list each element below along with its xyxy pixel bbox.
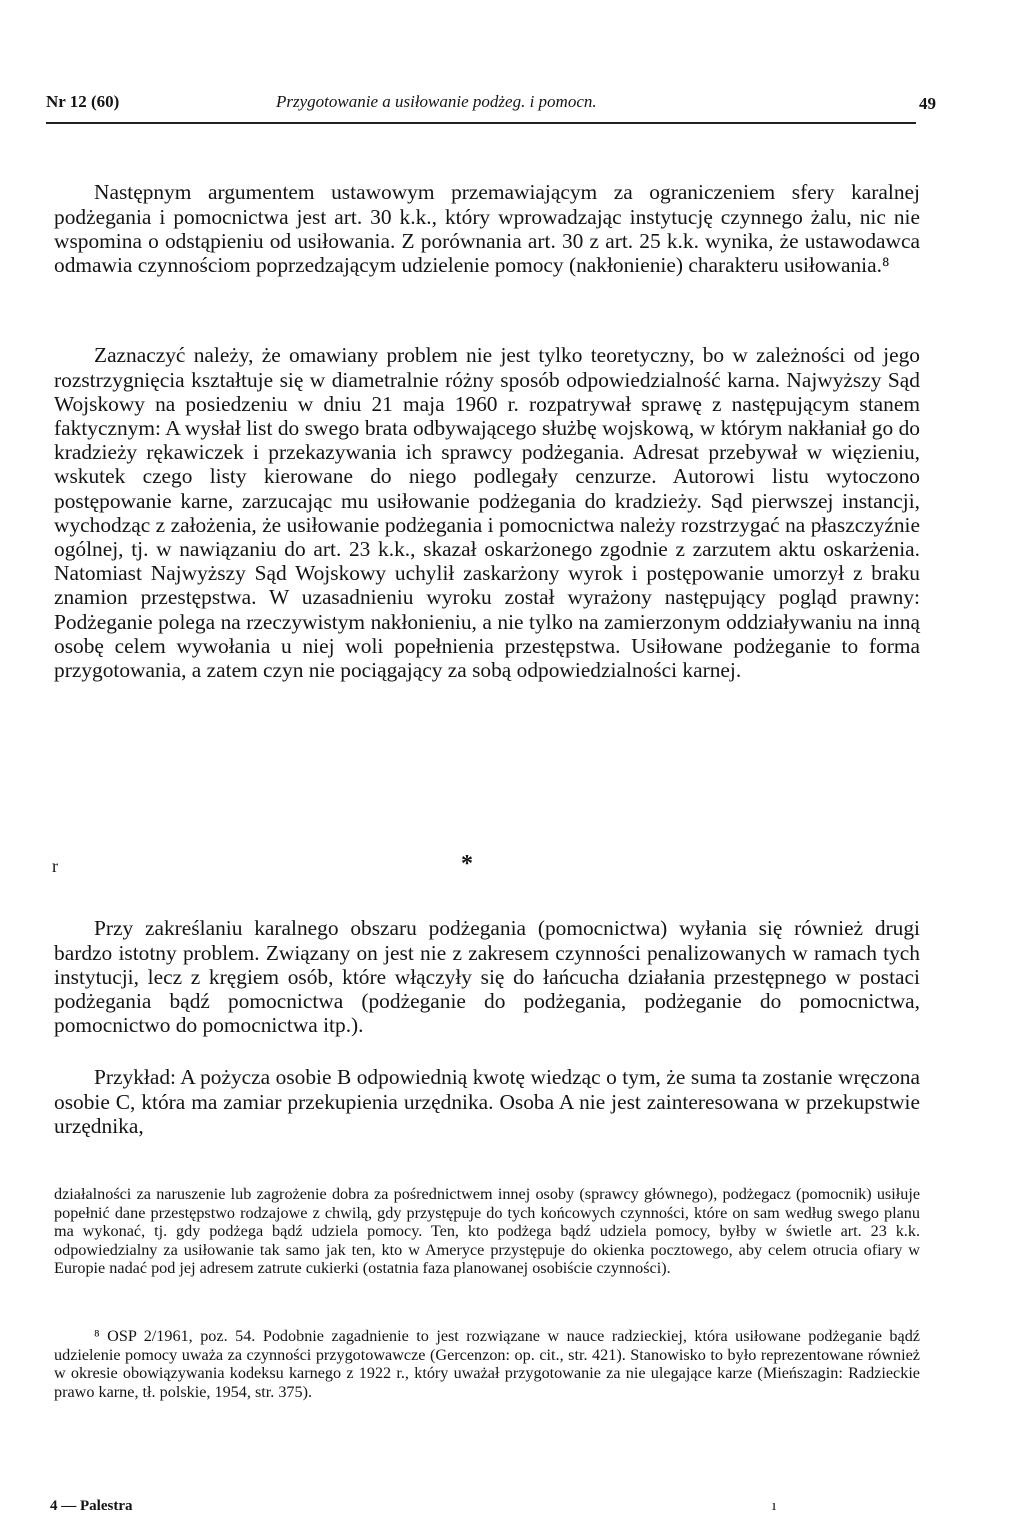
section-separator: * [461, 851, 473, 877]
page-number: 49 [919, 94, 936, 113]
footer-mark: ı [772, 1498, 777, 1514]
issue-number: Nr 12 (60) [46, 92, 120, 111]
margin-mark: r [52, 856, 58, 876]
paragraph-4: Przykład: A pożycza osobie B odpowiednią kwotę wiedząc o tym, że suma ta zostanie wręczona osobie C, która ma zamiar przekupienia urzędnika. Osoba A nie jest zainteresowana w przekupstwie urzędnika, [54, 1065, 920, 1138]
signature-mark: 4 — Palestra [50, 1498, 133, 1514]
running-header [46, 92, 936, 122]
paragraph-2: Zaznaczyć należy, że omawiany problem nie jest tylko teoretyczny, bo w zależności od jego rozstrzygnięcia kształtuje się w diametralnie różny sposób odpowiedzialność karna. Najwyższy Sąd Wojskowy na posiedzeniu w dniu 21 maja 1960 r. rozpatrywał sprawę z następującym stanem faktycznym: A wysłał list do swego brata odbywającego służbę wojskową, w którym nakłaniał go do kradzieży rękawiczek i przekazywania ich sprawcy podżegania. Adresat przebywał w więzieniu, wskutek czego listy kierowane do niego podlegały cenzurze. Autorowi listu wytoczono postępowanie karne, zarzucając mu usiłowanie podżegania do kradzieży. Sąd pierwszej instancji, wychodząc z założenia, że usiłowanie podżegania i pomocnictwa należy rozstrzygać na płaszczyźnie ogólnej, tj. w nawiązaniu do art. 23 k.k., skazał oskarżonego zgodnie z zarzutem aktu oskarżenia. Natomiast Najwyższy Sąd Wojskowy uchylił zaskarżony wyrok i postępowanie umorzył z braku znamion przestępstwa. W uzasadnieniu wyroku został wyrażony następujący pogląd prawny: Podżeganie polega na rzeczywistym nakłonieniu, a nie tylko na zamierzonym oddziaływaniu na inną osobę celem wywołania u niej woli popełnienia przestępstwa. Usiłowane podżeganie to forma przygotowania, a zatem czyn nie pociągający za sobą odpowiedzialności karnej. [54, 343, 920, 683]
header-rule [46, 122, 916, 124]
paragraph-1: Następnym argumentem ustawowym przemawiającym za ograniczeniem sfery karalnej podżegania i pomocnictwa jest art. 30 k.k., który wprowadzając instytucję czynnego żalu, nic nie wspomina o odstąpieniu od usiłowania. Z porównania art. 30 z art. 25 k.k. wynika, że ustawodawca odmawia czynnościom poprzedzającym udzielenie pomocy (nakłonienie) charakteru usiłowania.⁸ [54, 180, 920, 277]
running-title: Przygotowanie a usiłowanie podżeg. i pomocn. [276, 92, 597, 111]
footnote-8: ⁸ OSP 2/1961, poz. 54. Podobnie zagadnienie to jest rozwiązane w nauce radzieckiej, która usiłowane podżeganie bądź udzielenie pomocy uważa za czynności przygotowawcze (Gercenzon: op. cit., str. 421). Stanowisko to było reprezentowane również w okresie obowiązywania kodeksu karnego z 1922 r., który uważał przygotowanie za nie ulegające karze (Mieńszagin: Radzieckie prawo karne, tł. polskie, 1954, str. 375). [54, 1327, 920, 1401]
footnote-continued: działalności za naruszenie lub zagrożenie dobra za pośrednictwem innej osoby (sprawcy głównego), podżegacz (pomocnik) usiłuje popełnić dane przestępstwo rodzajowe z chwilą, gdy przystępuje do tych końcowych czynności, które on sam według swego planu ma wykonać, tj. gdy podżega bądź udziela pomocy. Ten, kto podżega bądź udziela pomocy, byłby w świetle art. 23 k.k. odpowiedzialny za usiłowanie tak samo jak ten, kto w Ameryce przystępuje do okienka pocztowego, aby celem otrucia ofiary w Europie nadać pod jej adresem zatrute cukierki (ostatnia faza planowanej osobiście czynności). [54, 1185, 920, 1278]
paragraph-3: Przy zakreślaniu karalnego obszaru podżegania (pomocnictwa) wyłania się również drugi bardzo istotny problem. Związany on jest nie z zakresem czynności penalizowanych w ramach tych instytucji, lecz z kręgiem osób, które włączyły się do łańcucha działania przestępnego w postaci podżegania bądź pomocnictwa (podżeganie do podżegania, podżeganie do pomocnictwa, pomocnictwo do pomocnictwa itp.). [54, 916, 920, 1038]
